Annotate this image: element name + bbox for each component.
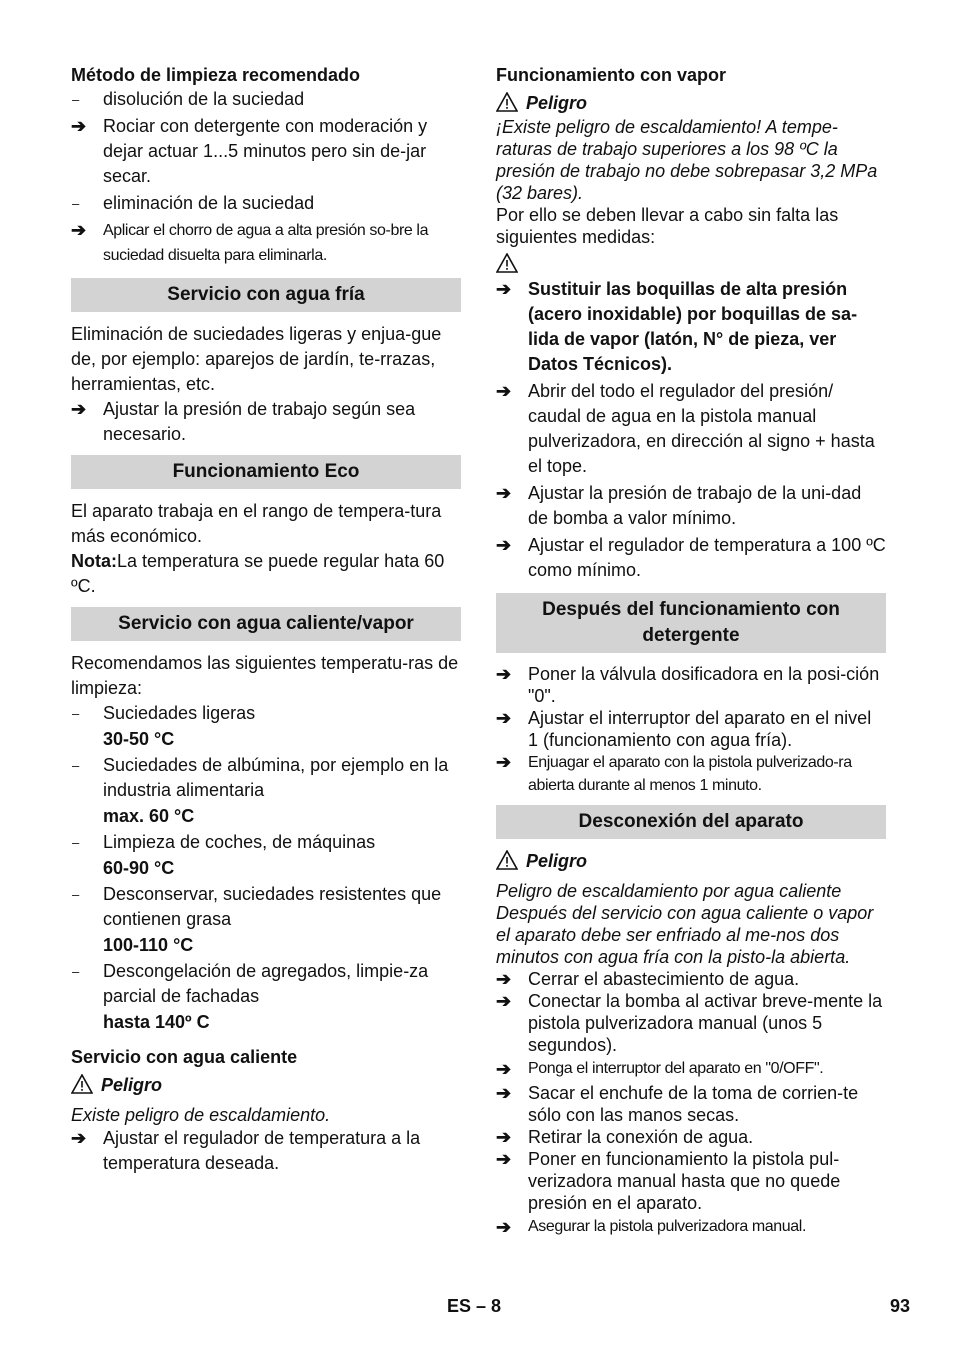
page-number: 93	[890, 1296, 911, 1316]
list-item: – Suciedades ligeras	[71, 701, 461, 726]
section-shutdown: Desconexión del aparato	[496, 805, 886, 839]
arrow-icon: ➔	[496, 535, 512, 555]
arrow-icon: ➔	[496, 991, 512, 1011]
eco-text: El aparato trabaja en el rango de tempera-tura más económico.	[71, 501, 442, 546]
arrow-icon: ➔	[71, 1128, 87, 1148]
list-item: ➔ Ajustar la presión de trabajo según sea necesario.	[71, 399, 416, 444]
arrow-icon: ➔	[496, 664, 512, 684]
dash-icon: –	[72, 887, 80, 902]
list-item: ➔ Enjuagar el aparato con la pistola pulverizado-ra abierta durante al menos 1 minuto.	[496, 752, 852, 794]
footer-lang-page: ES – 8	[447, 1296, 502, 1316]
danger-label: Peligro	[71, 1073, 461, 1098]
eco-note: Nota:La temperatura se puede regular hata 60 ºC.	[71, 551, 445, 596]
dash-icon: –	[72, 758, 80, 773]
recommended-title: Método de limpieza recomendado	[71, 65, 361, 85]
list-item: ➔ Poner la válvula dosificadora en la posi-ción "0".	[496, 664, 880, 706]
warning-icon	[496, 850, 518, 870]
hotwater-title: Servicio con agua caliente	[71, 1047, 298, 1067]
list-item: ➔ Conectar la bomba al activar breve-mente la pistola pulverizadora manual (unos 5 segundos).	[496, 991, 883, 1055]
warning-icon-line	[496, 252, 886, 277]
cold-text: Eliminación de suciedades ligeras y enjua-gue de, por ejemplo: aparejos de jardín, te-rrazas, herramientas, etc.	[71, 324, 442, 394]
temp-value: hasta 140º C	[103, 1012, 210, 1032]
arrow-icon: ➔	[496, 1217, 511, 1237]
danger-label: Peligro	[496, 849, 886, 874]
shutdown-warning: Peligro de escaldamiento por agua caliente Después del servicio con agua caliente o vapor el aparato debe ser enfriado al me-nos dos minutos con agua fría con la pisto-la abierta.	[496, 881, 874, 967]
steam-warning: ¡Existe peligro de escaldamiento! A tempe-raturas de trabajo superiores a los 98 ºC la presión de trabajo no debe sobrepasar 3,2 MPa (32 bares).	[496, 117, 878, 203]
list-item: ➔ Sacar el enchufe de la toma de corrien-te sólo con las manos secas.	[496, 1083, 859, 1125]
list-item: ➔ Ajustar el interruptor del aparato en el nivel 1 (funcionamiento con agua fría).	[496, 708, 872, 750]
list-item: – disolución de la suciedad	[71, 87, 461, 112]
temp-value: max. 60 °C	[103, 806, 195, 826]
list-item: – Suciedades de albúmina, por ejemplo en la industria alimentaria	[72, 755, 449, 800]
arrow-icon: ➔	[496, 708, 512, 728]
temp-value: 30-50 °C	[103, 729, 175, 749]
dash-icon: –	[72, 92, 80, 107]
arrow-icon: ➔	[496, 1083, 512, 1103]
list-item: – Desconservar, suciedades resistentes que contienen grasa	[72, 884, 442, 929]
section-cold-water: Servicio con agua fría	[71, 278, 461, 312]
list-item: ➔ Asegurar la pistola pulverizadora manual.	[496, 1214, 886, 1240]
list-item: ➔ Ajustar el regulador de temperatura a la temperatura deseada.	[71, 1128, 421, 1173]
arrow-icon: ➔	[496, 483, 512, 503]
warning-icon	[71, 1074, 93, 1094]
arrow-icon: ➔	[496, 1127, 512, 1147]
arrow-icon: ➔	[496, 969, 512, 989]
list-item: – Limpieza de coches, de máquinas	[71, 830, 461, 855]
temp-value: 60-90 °C	[103, 858, 175, 878]
hotwater-warning: Existe peligro de escaldamiento.	[71, 1105, 331, 1125]
list-item: ➔ Abrir del todo el regulador del presión/ caudal de agua en la pistola manual pulverizadora, en dirección al signo + hasta el tope.	[496, 381, 875, 476]
hot-intro: Recomendamos las siguientes temperatu-ras de limpieza:	[71, 653, 459, 698]
arrow-icon: ➔	[71, 220, 86, 240]
arrow-icon: ➔	[496, 752, 511, 772]
arrow-icon: ➔	[496, 279, 512, 299]
steam-title: Funcionamiento con vapor	[496, 65, 727, 85]
warning-icon	[496, 253, 518, 273]
right-column	[496, 64, 886, 1240]
section-eco: Funcionamiento Eco	[71, 455, 461, 489]
dash-icon: –	[72, 196, 80, 211]
steam-text: Por ello se deben llevar a cabo sin falta las siguientes medidas:	[496, 205, 839, 247]
arrow-icon: ➔	[71, 116, 87, 136]
list-item: – eliminación de la suciedad	[71, 191, 461, 216]
list-item: ➔ Ponga el interruptor del aparato en "0/OFF".	[496, 1056, 886, 1082]
dash-icon: –	[72, 706, 80, 721]
arrow-icon: ➔	[496, 1059, 511, 1079]
list-item: ➔ Cerrar el abastecimiento de agua.	[496, 969, 800, 989]
temp-value: 100-110 °C	[103, 935, 194, 955]
left-column	[71, 64, 461, 1176]
dash-icon: –	[72, 964, 80, 979]
list-item: – Descongelación de agregados, limpie-za parcial de fachadas	[72, 961, 429, 1006]
arrow-icon: ➔	[496, 1149, 512, 1169]
list-item: ➔ Retirar la conexión de agua.	[496, 1127, 754, 1147]
list-item: ➔ Sustituir las boquillas de alta presión (acero inoxidable) por boquillas de sa-lida de vapor (latón, N° de pieza, ver Datos Técnicos).	[496, 279, 858, 374]
section-hot-steam: Servicio con agua caliente/vapor	[71, 607, 461, 641]
list-item: ➔ Aplicar el chorro de agua a alta presión so-bre la suciedad disuelta para eliminarla.	[71, 220, 429, 264]
arrow-icon: ➔	[496, 381, 512, 401]
list-item: ➔ Ajustar el regulador de temperatura a 100 ºC como mínimo.	[496, 535, 886, 580]
dash-icon: –	[72, 835, 80, 850]
list-item: ➔ Ajustar la presión de trabajo de la uni-dad de bomba a valor mínimo.	[496, 483, 862, 528]
list-item: ➔ Poner en funcionamiento la pistola pul-verizadora manual hasta que no quede presión en el aparato.	[496, 1149, 841, 1213]
list-item: ➔ Rociar con detergente con moderación y dejar actuar 1...5 minutos pero sin de-jar secar.	[71, 116, 428, 186]
warning-icon	[496, 92, 518, 112]
section-after-detergent: Después del funcionamiento con detergente	[496, 593, 886, 653]
danger-label: Peligro	[496, 91, 886, 116]
arrow-icon: ➔	[71, 399, 87, 419]
